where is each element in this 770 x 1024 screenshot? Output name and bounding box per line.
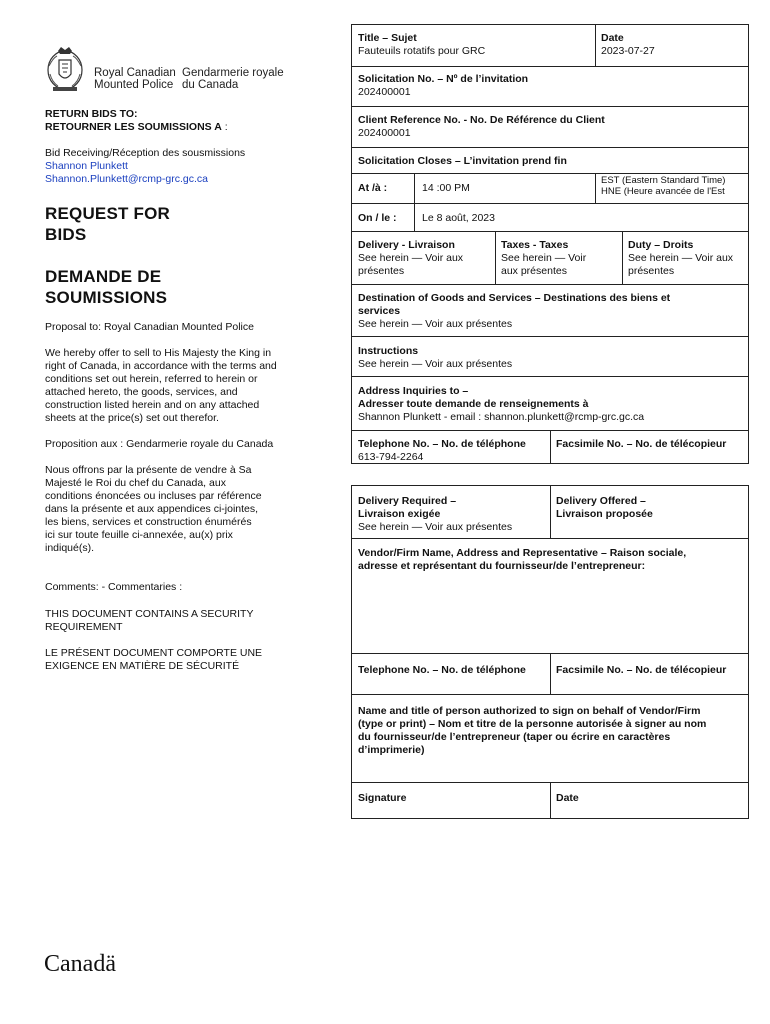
- taxes-label: Taxes - Taxes: [501, 239, 569, 251]
- demande-title-line2: SOUMISSIONS: [45, 288, 168, 307]
- offer-fr-line: Nous offrons par la présente de vendre à Sa: [45, 464, 252, 476]
- divider: [352, 147, 748, 148]
- agency-name-fr: [182, 67, 284, 91]
- delivery-required-value: See herein — Voir aux présentes: [358, 521, 513, 533]
- bid-receiving-label: Bid Receiving/Réception des sousmissions: [45, 147, 246, 159]
- on-field: [352, 209, 414, 225]
- delivery-label: Delivery - Livraison: [358, 239, 455, 251]
- destination-label-line2: services: [358, 305, 401, 317]
- duty-value-line2: présentes: [628, 265, 675, 277]
- demande-de-soumissions-title: [45, 266, 305, 308]
- solicitation-form-box: [351, 24, 749, 464]
- vendor-firm-field[interactable]: [352, 544, 748, 652]
- inquiries-label-line1: Address Inquiries to –: [358, 385, 469, 397]
- fax-field: [550, 435, 749, 451]
- proposition-aux: Proposition aux : Gendarmerie royale du Canada: [45, 438, 274, 450]
- rcmp-crest-icon: [44, 44, 86, 94]
- vendor-telephone-label: Telephone No. – No. de téléphone: [358, 664, 526, 676]
- offer-fr-line: ici sur toute feuille ci-annexée, au(x) prix: [45, 529, 233, 541]
- agency-fr-line2: du Canada: [182, 79, 239, 91]
- agency-en-line2: Mounted Police: [94, 79, 174, 91]
- destination-label-line1: Destination of Goods and Services – Destinations des biens et: [358, 292, 671, 304]
- contact-email-link[interactable]: Shannon.Plunkett@rcmp-grc.gc.ca: [45, 173, 208, 185]
- vendor-label-line1: Vendor/Firm Name, Address and Representative – Raison sociale,: [358, 547, 687, 559]
- closing-time-field: [414, 179, 595, 195]
- solicitation-label: Solicitation No. – Nº de l’invitation: [358, 73, 529, 85]
- return-bids-fr-suffix: :: [221, 121, 228, 133]
- vendor-fax-label: Facsimile No. – No. de télécopieur: [556, 664, 727, 676]
- proposal-to: Proposal to: Royal Canadian Mounted Police: [45, 321, 254, 333]
- closing-date-value: Le 8 août, 2023: [422, 212, 495, 224]
- closing-date-field: [414, 209, 714, 225]
- client-ref-value: 202400001: [358, 127, 411, 139]
- title-label: Title – Sujet: [358, 32, 417, 44]
- offer-en-line: right of Canada, in accordance with the terms and: [45, 360, 277, 372]
- inquiries-label-line2: Adresser toute demande de renseignements à: [358, 398, 589, 410]
- divider: [352, 336, 748, 337]
- at-field: [352, 179, 414, 195]
- agency-name-en: [94, 67, 176, 91]
- taxes-value-line2: aux présentes: [501, 265, 567, 277]
- timezone-field: [595, 174, 749, 197]
- authorized-label-line: Name and title of person authorized to sign on behalf of Vendor/Firm: [358, 705, 701, 717]
- divider: [352, 106, 748, 107]
- duty-value-line1: See herein — Voir aux: [628, 252, 734, 264]
- title-field: [352, 29, 595, 58]
- security-en-line1: THIS DOCUMENT CONTAINS A SECURITY: [45, 608, 254, 620]
- offer-fr-line: Majesté le Roi du chef du Canada, aux: [45, 477, 226, 489]
- bid-receiving-block: [45, 147, 305, 186]
- offer-fr-line: les biens, services et construction énumérés: [45, 516, 252, 528]
- agency-fr-line1: Gendarmerie royale: [182, 67, 284, 79]
- vendor-label-line2: adresse et représentant du fournisseur/de l’entrepreneur:: [358, 560, 646, 572]
- delivery-offered-field[interactable]: [550, 492, 749, 521]
- destination-value: See herein — Voir aux présentes: [358, 318, 513, 330]
- divider: [352, 284, 748, 285]
- offer-en-line: attached hereto, the goods, services, and: [45, 386, 238, 398]
- offer-en-line: sheets at the price(s) set out therefor.: [45, 412, 219, 424]
- date-field: [595, 29, 749, 58]
- offer-en-line: conditions set out herein, referred to herein or: [45, 373, 258, 385]
- closing-time-value: 14 :00 PM: [422, 182, 470, 194]
- offer-fr-line: conditions énoncées ou incluses par référence: [45, 490, 262, 502]
- client-reference-field: [352, 111, 748, 140]
- taxes-value-line1: See herein — Voir: [501, 252, 587, 264]
- date-label: Date: [601, 32, 624, 44]
- security-notice-fr: [45, 647, 305, 673]
- authorized-label-line: du fournisseur/de l’entrepreneur (taper ou écrire en caractères: [358, 731, 671, 743]
- divider: [352, 66, 748, 67]
- request-title-line2: BIDS: [45, 225, 87, 244]
- authorized-label-line: d’imprimerie): [358, 744, 425, 756]
- contact-name-link[interactable]: Shannon Plunkett: [45, 160, 128, 172]
- duty-field: [622, 236, 749, 278]
- timezone-en: EST (Eastern Standard Time): [601, 175, 726, 186]
- security-fr-line2: EXIGENCE EN MATIÈRE DE SÉCURITÉ: [45, 660, 240, 672]
- inquiries-value: Shannon Plunkett - email : shannon.plunkett@rcmp-grc.gc.ca: [358, 411, 645, 423]
- agency-en-line1: Royal Canadian: [94, 67, 176, 79]
- fax-label: Facsimile No. – No. de télécopieur: [556, 438, 727, 450]
- client-ref-label: Client Reference No. - No. De Référence du Client: [358, 114, 605, 126]
- delivery-required-label-line1: Delivery Required –: [358, 495, 457, 507]
- duty-label: Duty – Droits: [628, 239, 694, 251]
- address-inquiries-field: [352, 382, 748, 424]
- demande-title-line1: DEMANDE DE: [45, 267, 162, 286]
- return-bids-en: RETURN BIDS TO:: [45, 108, 138, 120]
- telephone-field: [352, 435, 550, 464]
- vendor-form-box: [351, 485, 749, 819]
- delivery-field: [352, 236, 495, 278]
- at-label: At /à :: [358, 182, 388, 194]
- telephone-label: Telephone No. – No. de téléphone: [358, 438, 526, 450]
- vendor-telephone-field[interactable]: [352, 661, 550, 677]
- divider: [352, 203, 748, 204]
- signature-date-label: Date: [556, 792, 579, 804]
- instructions-value: See herein — Voir aux présentes: [358, 358, 513, 370]
- taxes-field: [495, 236, 622, 278]
- request-title-line1: REQUEST FOR: [45, 204, 170, 223]
- offer-en-paragraph: [45, 347, 305, 425]
- security-fr-line1: LE PRÉSENT DOCUMENT COMPORTE UNE: [45, 647, 263, 659]
- offer-en-line: construction listed herein and on any attached: [45, 399, 260, 411]
- delivery-offered-label-line1: Delivery Offered –: [556, 495, 646, 507]
- instructions-label: Instructions: [358, 345, 419, 357]
- security-en-line2: REQUIREMENT: [45, 621, 123, 633]
- vendor-fax-field[interactable]: [550, 661, 749, 677]
- authorized-person-field[interactable]: [352, 702, 748, 782]
- left-column: [45, 108, 305, 686]
- on-label: On / le :: [358, 212, 397, 224]
- authorized-label-line: (type or print) – Nom et titre de la personne autorisée à signer au nom: [358, 718, 707, 730]
- delivery-required-field: [352, 492, 550, 534]
- comments-label: Comments: - Commentaries :: [45, 581, 183, 593]
- delivery-required-label-line2: Livraison exigée: [358, 508, 441, 520]
- solicitation-closes-field: [352, 152, 748, 168]
- offer-fr-paragraph: [45, 464, 305, 555]
- offer-en-line: We hereby offer to sell to His Majesty the King in: [45, 347, 272, 359]
- signature-date-field[interactable]: [550, 789, 749, 819]
- date-value: 2023-07-27: [601, 45, 655, 57]
- delivery-value-line2: présentes: [358, 265, 405, 277]
- return-bids-fr: RETOURNER LES SOUMISSIONS A: [45, 121, 222, 133]
- divider: [352, 694, 748, 695]
- request-for-bids-title: [45, 203, 305, 245]
- divider: [352, 538, 748, 539]
- instructions-field: [352, 342, 748, 371]
- destination-field: [352, 289, 748, 331]
- delivery-value-line1: See herein — Voir aux: [358, 252, 464, 264]
- title-value: Fauteuils rotatifs pour GRC: [358, 45, 486, 57]
- signature-label: Signature: [358, 792, 407, 804]
- return-bids-block: [45, 108, 305, 134]
- telephone-value: 613-794-2264: [358, 451, 424, 463]
- delivery-offered-label-line2: Livraison proposée: [556, 508, 653, 520]
- signature-field[interactable]: [352, 789, 550, 819]
- solicitation-value: 202400001: [358, 86, 411, 98]
- canada-wordmark-logo: Canadä: [44, 951, 116, 977]
- divider: [352, 231, 748, 232]
- timezone-fr: HNE (Heure avancée de l'Est: [601, 186, 725, 197]
- closes-label: Solicitation Closes – L’invitation prend fin: [358, 155, 567, 167]
- solicitation-no-field: [352, 70, 748, 99]
- security-notice-en: [45, 608, 305, 634]
- offer-fr-line: dans la présente et aux appendices ci-jointes,: [45, 503, 259, 515]
- divider: [352, 376, 748, 377]
- offer-fr-line: indiqué(s).: [45, 542, 95, 554]
